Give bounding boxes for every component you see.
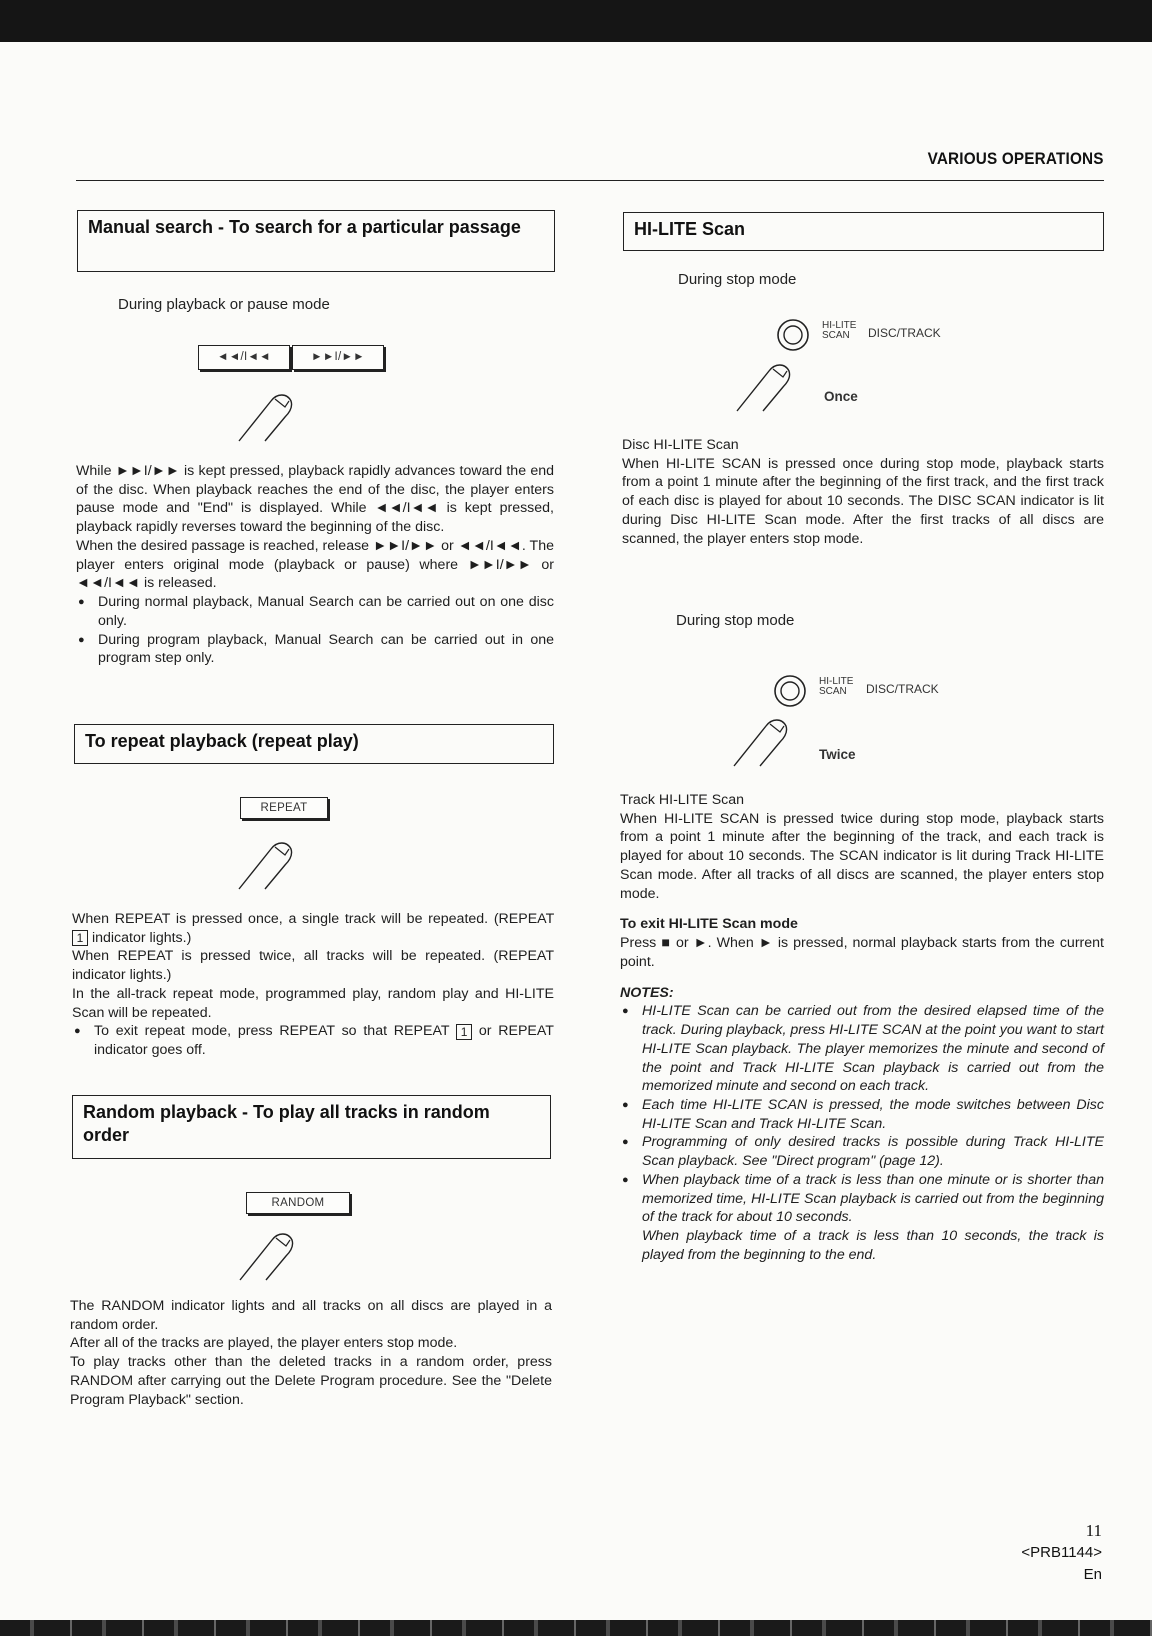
knob-label (819, 677, 853, 697)
notes-heading: NOTES: (620, 984, 674, 1001)
finger-press-icon (733, 355, 803, 415)
repeat-bullets (72, 1022, 554, 1059)
knob-label-line1: HI-LITE (822, 320, 857, 331)
knob-label-line2: SCAN (819, 686, 847, 697)
manual-search-mode: During playback or pause mode (118, 296, 330, 313)
manual-search-bullets (76, 593, 554, 668)
repeat-one-indicator: 1 (456, 1024, 472, 1040)
repeat-bullet-a: To exit repeat mode, press REPEAT so that REPEAT (94, 1023, 450, 1040)
document-code: <PRB1144> (1021, 1544, 1102, 1561)
random-title-text: Random playback - To play all tracks in random order (83, 1102, 490, 1145)
list-item: ● During program playback, Manual Search can be carried out in one program step only. (76, 631, 554, 668)
repeat-para-1b: indicator lights.) (91, 929, 192, 946)
finger-press-icon (235, 833, 305, 893)
hilite-scan-knob-icon[interactable] (776, 318, 810, 352)
list-item: ● During normal playback, Manual Search can be carried out on one disc only. (76, 593, 554, 630)
repeat-para-1a: When REPEAT is pressed once, a single track will be repeated. (REPEAT (72, 911, 554, 927)
hilite-mode-twice: During stop mode (676, 612, 795, 629)
random-para-2: After all of the tracks are played, the player enters stop mode. (70, 1335, 458, 1352)
repeat-button-label: REPEAT (260, 802, 308, 814)
repeat-para-1 (72, 910, 554, 947)
reverse-search-label: ◄◄/I◄◄ (217, 351, 271, 363)
repeat-title (74, 724, 554, 764)
track-hilite-heading: Track HI-LITE Scan (620, 792, 745, 808)
top-scan-border (0, 0, 1152, 42)
manual-search-title (77, 210, 555, 272)
disc-hilite-body (622, 436, 1104, 548)
list-item: ● Programming of only desired tracks is possible during Track HI-LITE Scan playback. See "Direct program" (page 12). (620, 1133, 1104, 1170)
page-number: 11 (1085, 1521, 1102, 1540)
section-header: VARIOUS OPERATIONS (927, 149, 1104, 168)
random-body (70, 1297, 552, 1409)
exit-hilite-text: Press ■ or ►. When ► is pressed, normal playback starts from the current point. (620, 935, 1104, 970)
repeat-para-2: When REPEAT is pressed twice, all tracks will be repeated. (REPEAT indicator lights.) (72, 948, 554, 984)
hilite-mode-once: During stop mode (678, 271, 797, 288)
knob-label-line1: HI-LITE (819, 676, 854, 687)
disc-track-label: DISC/TRACK (866, 682, 939, 696)
random-para-1: The RANDOM indicator lights and all tracks on all discs are played in a random order. (70, 1298, 552, 1333)
hilite-title-text: HI-LITE Scan (634, 219, 746, 239)
repeat-para-3: In the all-track repeat mode, programmed play, random play and HI-LITE Scan will be repeated. (72, 985, 554, 1021)
repeat-button[interactable] (240, 797, 328, 819)
repeat-bullet-b: or REPEAT indicator goes off. (94, 1023, 554, 1059)
disc-hilite-heading: Disc HI-LITE Scan (622, 437, 739, 453)
random-para-3: To play tracks other than the deleted tracks in a random order, press RANDOM after carrying out the Delete Program procedure. See the "Delete Program Playback" section. (70, 1354, 552, 1408)
finger-press-icon (730, 710, 800, 770)
exit-hilite-heading: To exit HI-LITE Scan mode (620, 916, 798, 933)
language-code: En (1083, 1566, 1102, 1583)
header-rule (76, 180, 1104, 181)
hilite-title (623, 212, 1104, 251)
list-item: ● HI-LITE Scan can be carried out from the desired elapsed time of the track. During playback, press HI-LITE SCAN at the point you want to start HI-LITE Scan playback. The player memorizes the minute and second of the point and Track HI-LITE Scan playback is carried out from the memorized minute and second on each track. (620, 1002, 1104, 1096)
random-button-label: RANDOM (271, 1197, 325, 1209)
disc-hilite-text: When HI-LITE SCAN is pressed once during stop mode, playback starts from a point 1 minute after the beginning of the first track, and the first track of each disc is played for about 10 seconds. The DISC SCAN indicator is lit during Disc HI-LITE Scan mode. After the first tracks of all discs are scanned, the player enters stop mode. (622, 455, 1104, 547)
spacer (620, 972, 1104, 984)
reverse-search-button[interactable] (198, 345, 290, 370)
manual-search-body (76, 462, 554, 668)
disc-track-label: DISC/TRACK (868, 326, 941, 340)
track-hilite-text: When HI-LITE SCAN is pressed twice during stop mode, playback starts from a point 1 minute after the beginning of the track, and each track is played for about 10 seconds. The SCAN indicator is lit during Track HI-LITE Scan mode. After all tracks of all discs are scanned, the player enters stop mode. (620, 810, 1104, 902)
forward-search-label: ►►I/►► (311, 351, 365, 363)
press-count-twice: Twice (819, 747, 856, 762)
list-item: ● When playback time of a track is less than one minute or is shorter than memorized time, HI-LITE Scan playback is carried out from the beginning of the track for about 10 seconds. (620, 1171, 1104, 1227)
list-item: ● Each time HI-LITE SCAN is pressed, the mode switches between Disc HI-LITE Scan and Track HI-LITE Scan. (620, 1096, 1104, 1133)
list-item (72, 1022, 554, 1059)
notes-list (620, 1002, 1104, 1227)
repeat-title-text: To repeat playback (repeat play) (85, 731, 359, 751)
finger-press-icon (235, 385, 305, 445)
random-button[interactable] (246, 1192, 350, 1214)
finger-press-icon (236, 1224, 306, 1284)
hilite-scan-knob-icon[interactable] (773, 674, 807, 708)
track-hilite-body (620, 791, 1104, 1265)
manual-search-para-1: While ►►I/►► is kept pressed, playback rapidly advances toward the end of the disc. When playback reaches the end of the disc, the player enters pause mode and "End" is displayed. While ◄◄/I◄◄ is kept pressed, playback rapidly reverses toward the beginning of the disc. (76, 463, 554, 536)
spacer (620, 903, 1104, 915)
random-title (72, 1095, 551, 1159)
manual-search-para-2: When the desired passage is reached, release ►►I/►► or ◄◄/I◄◄. The player enters original mode (playback or pause) where ►►I/►► or ◄◄/I◄◄ is released. (76, 537, 554, 592)
forward-search-button[interactable] (292, 345, 384, 370)
knob-label-line2: SCAN (822, 330, 850, 341)
manual-search-title-text: Manual search - To search for a particular passage (88, 217, 521, 237)
repeat-one-indicator: 1 (72, 930, 88, 946)
press-count-once: Once (824, 389, 858, 404)
page-footer (1021, 1520, 1102, 1586)
note-extra: When playback time of a track is less than 10 seconds, the track is played from the beginning to the end. (642, 1228, 1104, 1263)
repeat-body (72, 910, 554, 1060)
knob-label (822, 321, 856, 341)
bottom-scan-border (0, 1620, 1152, 1636)
